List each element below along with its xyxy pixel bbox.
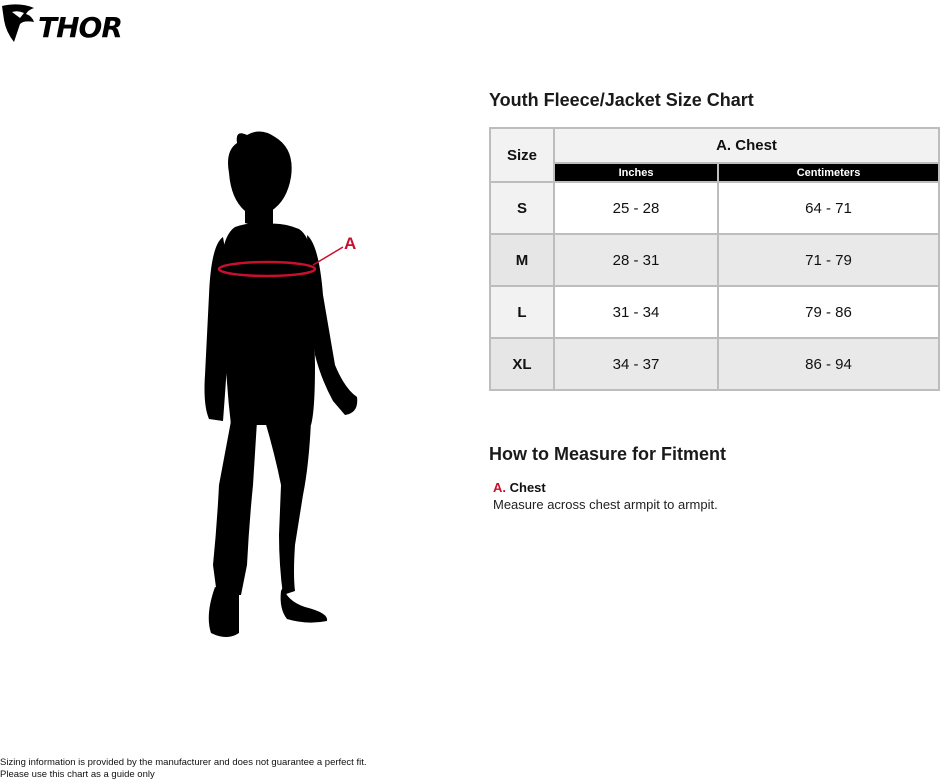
child-silhouette [195, 125, 370, 645]
centimeters-cell: 79 - 86 [718, 286, 939, 338]
inches-cell: 28 - 31 [554, 234, 718, 286]
table-row [490, 182, 939, 234]
size-cell: L [490, 286, 554, 338]
table-row [490, 234, 939, 286]
inches-header: Inches [554, 163, 718, 182]
centimeters-header: Centimeters [718, 163, 939, 182]
size-cell: M [490, 234, 554, 286]
brand-name: THOR [38, 11, 122, 44]
centimeters-cell: 64 - 71 [718, 182, 939, 234]
disclaimer-line: Sizing information is provided by the manufacturer and does not guarantee a perfect fit. [0, 757, 367, 768]
centimeters-cell: 86 - 94 [718, 338, 939, 390]
chest-measure-label: A [344, 234, 357, 253]
measure-item-letter: A. [493, 480, 506, 495]
size-cell: S [490, 182, 554, 234]
brand-logo [0, 2, 140, 46]
chest-column-header: A. Chest [554, 128, 939, 163]
table-row [490, 286, 939, 338]
size-cell: XL [490, 338, 554, 390]
inches-cell: 34 - 37 [554, 338, 718, 390]
unit-header-row [490, 163, 939, 182]
table-row [490, 338, 939, 390]
inches-cell: 25 - 28 [554, 182, 718, 234]
chart-title: Youth Fleece/Jacket Size Chart [489, 90, 754, 110]
disclaimer-line: Please use this chart as a guide only [0, 769, 155, 780]
disclaimer [0, 757, 367, 781]
measure-item-description: Measure across chest armpit to armpit. [493, 497, 718, 512]
size-column-header: Size [490, 128, 554, 182]
inches-cell: 31 - 34 [554, 286, 718, 338]
centimeters-cell: 71 - 79 [718, 234, 939, 286]
measure-item-name: Chest [509, 480, 546, 495]
table-header-row [490, 128, 939, 163]
measure-item-label [493, 480, 546, 495]
thor-helmet-icon [0, 2, 40, 46]
size-chart-table [489, 127, 940, 391]
how-to-measure-title: How to Measure for Fitment [489, 444, 727, 464]
chest-pointer-line [313, 247, 343, 265]
